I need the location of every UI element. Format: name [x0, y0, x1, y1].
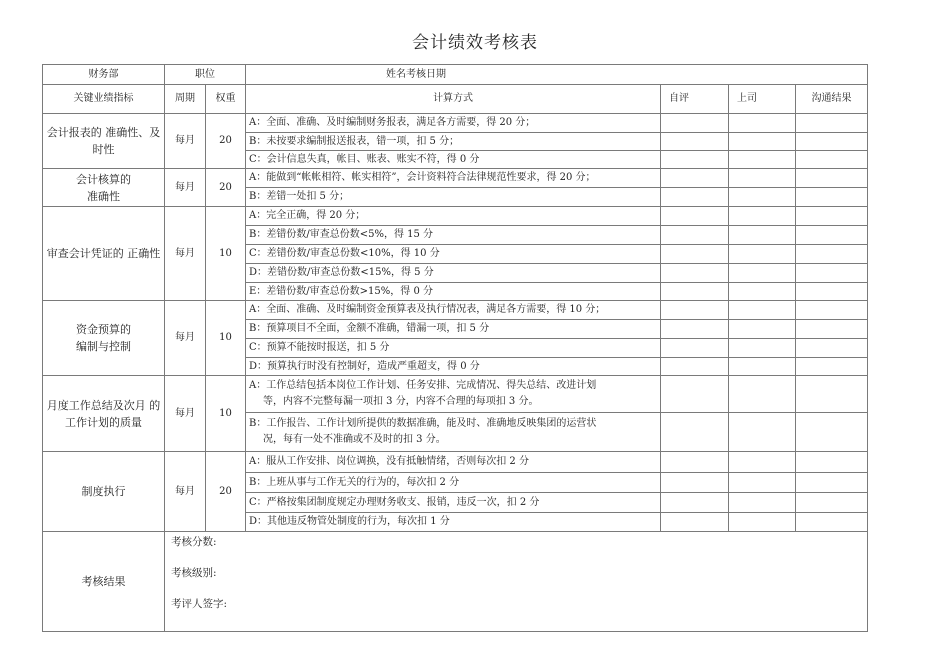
boss-score-cell[interactable] — [729, 133, 796, 151]
score-line: 考核分数: — [171, 536, 217, 548]
kpi-label-6: 制度执行 — [43, 452, 165, 532]
talk-result-cell[interactable] — [796, 452, 868, 473]
self-score-cell[interactable] — [661, 320, 729, 339]
boss-header: 上司 — [729, 85, 796, 114]
appraisal-table — [42, 64, 868, 632]
self-score-cell[interactable] — [661, 264, 729, 283]
kpi-label-4: 资金预算的 编制与控制 — [43, 301, 165, 376]
page-title: 会计绩效考核表 — [412, 33, 538, 53]
boss-score-cell[interactable] — [729, 376, 796, 413]
talk-result-cell[interactable] — [796, 473, 868, 493]
criterion-text: A：服从工作安排、岗位调换，没有抵触情绪，否则每次扣 2 分 — [246, 452, 661, 473]
boss-score-cell[interactable] — [729, 493, 796, 513]
boss-score-cell[interactable] — [729, 301, 796, 320]
self-score-cell[interactable] — [661, 133, 729, 151]
self-score-cell[interactable] — [661, 301, 729, 320]
criterion-text: B：上班从事与工作无关的行为的，每次扣 2 分 — [246, 473, 661, 493]
self-score-cell[interactable] — [661, 339, 729, 358]
result-row — [43, 532, 868, 632]
name-date-cell: 姓名考核日期 — [246, 65, 868, 85]
cycle-cell-1: 每月 — [165, 114, 206, 169]
talk-result-cell[interactable] — [796, 376, 868, 413]
talk-header: 沟通结果 — [796, 85, 868, 114]
criterion-text: A：完全正确，得 20 分； — [246, 207, 661, 226]
boss-score-cell[interactable] — [729, 151, 796, 169]
boss-score-cell[interactable] — [729, 283, 796, 301]
boss-score-cell[interactable] — [729, 413, 796, 452]
boss-score-cell[interactable] — [729, 320, 796, 339]
talk-result-cell[interactable] — [796, 226, 868, 245]
boss-score-cell[interactable] — [729, 358, 796, 376]
self-score-cell[interactable] — [661, 513, 729, 532]
self-score-cell[interactable] — [661, 452, 729, 473]
boss-score-cell[interactable] — [729, 473, 796, 493]
level-line: 考核级别: — [171, 567, 217, 579]
signer-line: 考评人签字: — [171, 598, 228, 610]
weight-cell-3: 10 — [206, 207, 246, 301]
cycle-cell-5: 每月 — [165, 376, 206, 452]
boss-score-cell[interactable] — [729, 339, 796, 358]
kpi-label-2: 会计核算的 准确性 — [43, 169, 165, 207]
boss-score-cell[interactable] — [729, 207, 796, 226]
self-score-cell[interactable] — [661, 188, 729, 207]
cycle-cell-6: 每月 — [165, 452, 206, 532]
table-row — [43, 169, 868, 188]
self-score-cell[interactable] — [661, 493, 729, 513]
boss-score-cell[interactable] — [729, 513, 796, 532]
table-row — [43, 301, 868, 320]
criterion-text: A：全面、准确、及时编制资金预算表及执行情况表，满足各方需要，得 10 分； — [246, 301, 661, 320]
cycle-cell-4: 每月 — [165, 301, 206, 376]
self-score-cell[interactable] — [661, 169, 729, 188]
criterion-text: A：全面、准确、及时编制财务报表，满足各方需要，得 20 分； — [246, 114, 661, 133]
table-row — [43, 114, 868, 133]
talk-result-cell[interactable] — [796, 151, 868, 169]
criterion-text: B：差错一处扣 5 分； — [246, 188, 661, 207]
table-row — [43, 452, 868, 473]
cycle-cell-3: 每月 — [165, 207, 206, 301]
self-score-cell[interactable] — [661, 376, 729, 413]
weight-header: 权重 — [206, 85, 246, 114]
talk-result-cell[interactable] — [796, 358, 868, 376]
boss-score-cell[interactable] — [729, 245, 796, 264]
result-panel[interactable] — [165, 532, 868, 632]
self-header: 自评 — [661, 85, 729, 114]
dept-cell: 财务部 — [43, 65, 165, 85]
self-score-cell[interactable] — [661, 207, 729, 226]
self-score-cell[interactable] — [661, 358, 729, 376]
talk-result-cell[interactable] — [796, 169, 868, 188]
criterion-text: D：其他违反物管处制度的行为，每次扣 1 分 — [246, 513, 661, 532]
table-row — [43, 207, 868, 226]
kpi-label-5: 月度工作总结及次月 的 工作计划的质量 — [43, 376, 165, 452]
talk-result-cell[interactable] — [796, 114, 868, 133]
table-row — [43, 376, 868, 413]
position-cell: 职位 — [165, 65, 246, 85]
talk-result-cell[interactable] — [796, 245, 868, 264]
talk-result-cell[interactable] — [796, 264, 868, 283]
criterion-text: B：未按要求编制报送报表，错一项，扣 5 分； — [246, 133, 661, 151]
boss-score-cell[interactable] — [729, 264, 796, 283]
criterion-text: A：能做到“帐帐相符、帐实相符”，会计资料符合法律规范性要求，得 20 分； — [246, 169, 661, 188]
talk-result-cell[interactable] — [796, 413, 868, 452]
talk-result-cell[interactable] — [796, 283, 868, 301]
criterion-text: B：差错份数/审查总份数<5%，得 15 分 — [246, 226, 661, 245]
self-score-cell[interactable] — [661, 226, 729, 245]
talk-result-cell[interactable] — [796, 133, 868, 151]
boss-score-cell[interactable] — [729, 114, 796, 133]
criterion-text: D：预算执行时没有控制好，造成严重超支，得 0 分 — [246, 358, 661, 376]
self-score-cell[interactable] — [661, 151, 729, 169]
criterion-text: C：预算不能按时报送，扣 5 分 — [246, 339, 661, 358]
criterion-text: C：会计信息失真，帐目、账表、账实不符，得 0 分 — [246, 151, 661, 169]
boss-score-cell[interactable] — [729, 188, 796, 207]
talk-result-cell[interactable] — [796, 493, 868, 513]
weight-cell-1: 20 — [206, 114, 246, 169]
self-score-cell[interactable] — [661, 114, 729, 133]
criterion-text: B：预算项目不全面，金额不准确，错漏一项，扣 5 分 — [246, 320, 661, 339]
header-row-2 — [43, 85, 868, 114]
result-label: 考核结果 — [43, 532, 165, 632]
talk-result-cell[interactable] — [796, 339, 868, 358]
talk-result-cell[interactable] — [796, 320, 868, 339]
self-score-cell[interactable] — [661, 283, 729, 301]
talk-result-cell[interactable] — [796, 207, 868, 226]
boss-score-cell[interactable] — [729, 226, 796, 245]
header-row-1 — [43, 65, 868, 85]
criterion-text: A：工作总结包括本岗位工作计划、任务安排、完成情况、得失总结、改进计划 等，内容不完整每漏一项扣 3 分，内容不合理的每项扣 3 分。 — [246, 376, 661, 413]
weight-cell-2: 20 — [206, 169, 246, 207]
talk-result-cell[interactable] — [796, 301, 868, 320]
boss-score-cell[interactable] — [729, 452, 796, 473]
criterion-text: C：严格按集团制度规定办理财务收支、报销，违反一次，扣 2 分 — [246, 493, 661, 513]
criterion-text: B：工作报告、工作计划所提供的数据准确，能及时、准确地反映集团的运营状 况，每有一处不准确或不及时的扣 3 分。 — [246, 413, 661, 452]
talk-result-cell[interactable] — [796, 188, 868, 207]
self-score-cell[interactable] — [661, 245, 729, 264]
talk-result-cell[interactable] — [796, 513, 868, 532]
self-score-cell[interactable] — [661, 473, 729, 493]
criterion-text: D：差错份数/审查总份数<15%，得 5 分 — [246, 264, 661, 283]
kpi-header: 关键业绩指标 — [43, 85, 165, 114]
cycle-cell-2: 每月 — [165, 169, 206, 207]
weight-cell-4: 10 — [206, 301, 246, 376]
cycle-header: 周期 — [165, 85, 206, 114]
boss-score-cell[interactable] — [729, 169, 796, 188]
weight-cell-5: 10 — [206, 376, 246, 452]
kpi-label-1: 会计报表的 准确性、及 时性 — [43, 114, 165, 169]
self-score-cell[interactable] — [661, 413, 729, 452]
criterion-text: C：差错份数/审查总份数<10%，得 10 分 — [246, 245, 661, 264]
weight-cell-6: 20 — [206, 452, 246, 532]
criterion-text: E：差错份数/审查总份数>15%，得 0 分 — [246, 283, 661, 301]
method-header: 计算方式 — [246, 85, 661, 114]
kpi-label-3: 审查会计凭证的 正确性 — [43, 207, 165, 301]
